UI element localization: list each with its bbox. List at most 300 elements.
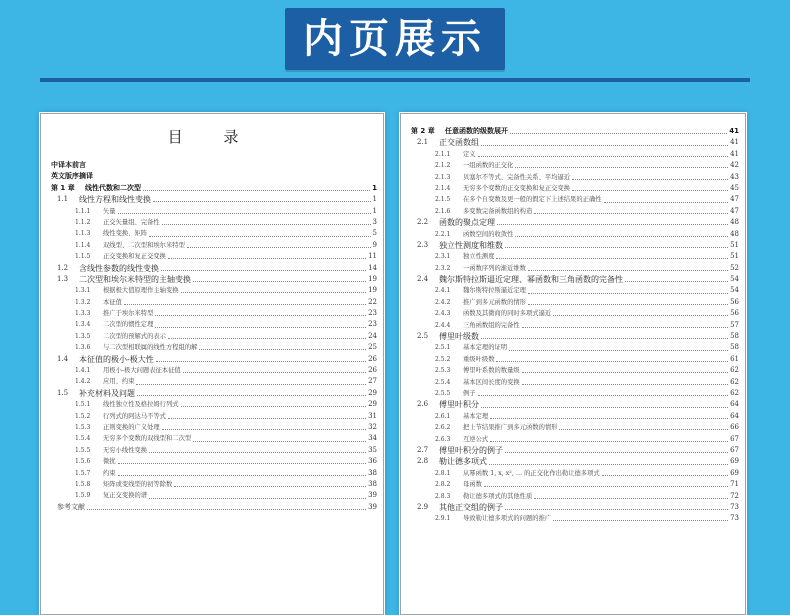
toc-entry [411,456,739,467]
toc-entry [51,365,377,376]
toc-entry-page: 41 [730,149,739,158]
toc-entry-number: 2.6.3 [435,435,451,443]
toc-leader-dots [534,492,728,499]
toc-entry-number: 1.5.1 [75,401,91,409]
toc-leader-dots [553,514,728,521]
toc-entry-number: 1.5.4 [75,435,91,443]
toc-entry [411,160,739,171]
toc-entry-page: 45 [730,183,739,192]
banner-underline [40,78,750,82]
toc-entry [51,354,377,365]
toc-leader-dots [509,344,728,351]
toc-entry [411,388,739,399]
toc-entry-number: 2.3.2 [435,264,451,272]
toc-entry-page: 62 [730,377,739,386]
toc-leader-dots [505,241,728,248]
toc-entry-page: 5 [372,229,377,238]
toc-entry-page: 47 [730,195,739,204]
toc-entry-page: 1 [372,183,377,192]
toc-leader-dots [181,286,367,293]
toc-entry [411,399,739,410]
toc-leader-dots [528,287,728,294]
toc-entry-page: 32 [368,422,377,431]
toc-entry-number: 1.1.5 [75,253,91,261]
toc-entry-number: 2.1.1 [435,150,451,158]
toc-entry-number: 2.4.3 [435,310,451,318]
toc-leader-dots [155,321,366,328]
toc-entry [411,149,739,160]
banner [0,0,790,95]
toc-entry-page: 54 [730,286,739,295]
toc-entry-title: 线性变换、矩阵 [103,230,148,238]
toc-entry-title: 一函数序列的渐近维数 [463,264,526,272]
toc-entry-title: 函数及其微商的同时多项式逼近 [463,310,552,318]
toc-entry [51,388,377,399]
toc-entry-title: 无穷多个变数的双线型和二次型 [103,435,192,443]
toc-entry [51,376,377,387]
toc-leader-dots [559,423,728,430]
toc-leader-dots [149,492,366,499]
toc-leader-dots [193,275,366,282]
toc-entry-page: 69 [730,457,739,466]
toc-entry-title: 二次型的预解式的表示 [103,332,166,340]
toc-entry [51,445,377,456]
toc-entry [51,160,377,171]
toc-leader-dots [193,435,366,442]
toc-leader-dots [168,332,366,339]
toc-entry [51,285,377,296]
toc-entry-number: 2.1.6 [435,207,451,215]
toc-entry-page: 1 [372,206,377,215]
toc-leader-dots [572,184,728,191]
toc-entry-page: 54 [730,275,739,284]
toc-leader-dots [156,355,366,362]
toc-entry-title: 在多个自变数及更一般的假定下上述结果的正确性 [463,196,602,204]
toc-entry-title: 行列式的阿达马不等式 [103,412,166,420]
toc-entry-page: 56 [730,309,739,318]
toc-entry-number: 1.5.9 [75,492,91,500]
toc-entry-title: 无穷小线性变换 [103,446,148,454]
toc-entry-page: 43 [730,172,739,181]
toc-entry [51,433,377,444]
toc-entry-number: 2.5.4 [435,378,451,386]
toc-entry-number: 2.6.1 [435,412,451,420]
toc-entry-number: 1.5.6 [75,458,91,466]
toc-entry [51,206,377,217]
toc-entry-number: 1.1.2 [75,218,91,226]
toc-entry [411,172,739,183]
toc-entry-title: 微扰 [103,458,116,466]
toc-entry-title: 矢量 [103,207,116,215]
toc-entry [51,183,377,194]
toc-entry [411,229,739,240]
toc-entry-title: 英文版序摘译 [51,172,93,181]
toc-entry [51,263,377,274]
toc-entry-page: 14 [368,263,377,272]
toc-entry-number: 1.5.7 [75,469,91,477]
toc-entry-number: 2.5.1 [435,344,451,352]
toc-entry [411,308,739,319]
toc-entry-number: 1.3.3 [75,310,91,318]
toc-entry [411,513,739,524]
toc-entry-title: 勒让德多项式的其他性质 [463,492,533,500]
toc-entry-page: 19 [368,286,377,295]
toc-entry-number: 1.1 [57,195,69,204]
toc-entry [411,240,739,251]
toc-entry-number: 2.2.1 [435,230,451,238]
toc-leader-dots [118,457,366,464]
toc-entry-page: 11 [368,252,377,261]
toc-entry [411,422,739,433]
toc-entry-number: 2.2 [417,218,429,227]
toc-entry-page: 58 [730,343,739,352]
toc-entry-page: 9 [372,240,377,249]
toc-entry [411,320,739,331]
toc-leader-dots [183,366,366,373]
toc-entry-page: 27 [368,377,377,386]
toc-entry-number: 2.3 [417,240,429,249]
toc-entry-page: 51 [730,240,739,249]
toc-leader-dots [161,264,366,271]
toc-entry-title: 二次型和埃尔米特型的主轴变换 [79,274,191,284]
toc-leader-dots [478,389,728,396]
toc-entry [411,194,739,205]
toc-entry-number: 1.1.3 [75,230,91,238]
toc-entry-page: 36 [368,457,377,466]
toc-entry-title: 一组函数的正交化 [463,162,514,170]
toc-entry [51,308,377,319]
toc-entry-number: 2.1.4 [435,184,451,192]
toc-entry [411,126,739,137]
toc-entry-page: 48 [730,229,739,238]
toc-entry [51,502,377,513]
toc-entry-number: 2.5.5 [435,389,451,397]
toc-leader-dots [136,378,366,385]
toc-leader-dots [124,298,366,305]
toc-entry-page: 73 [730,514,739,523]
toc-entry-title: 傅里叶积分的例子 [439,445,503,455]
toc-entry-title: 重级叶级数 [463,355,495,363]
toc-leader-dots [489,458,728,465]
toc-entry [411,377,739,388]
toc-entry-page: 26 [368,366,377,375]
toc-leader-dots [625,275,728,282]
toc-entry-title: 根据极大值原理作主轴变换 [103,287,179,295]
toc-entry-number: 1.3.4 [75,321,91,329]
toc-entry [51,240,377,251]
toc-leader-dots [497,218,728,225]
toc-entry [51,274,377,285]
toc-entry-page: 38 [368,479,377,488]
toc-entry-page: 41 [730,138,739,147]
toc-entry-page: 39 [368,491,377,500]
toc-entry-title: 三角函数组的完备性 [463,321,520,329]
toc-list-left [51,160,377,513]
toc-entry-number: 2.3.1 [435,253,451,261]
toc-entry-title: 魏尔斯特拉斯逼近定理 [463,287,526,295]
toc-entry-title: 含线性参数的线性变换 [79,263,159,273]
toc-entry-page: 71 [730,480,739,489]
toc-entry-title: 傅里叶积分 [439,400,479,410]
toc-entry-number: 2.4.2 [435,298,451,306]
toc-leader-dots [168,252,366,259]
toc-entry-page: 62 [730,366,739,375]
toc-entry-number: 1.3.1 [75,287,91,295]
toc-entry-page: 42 [730,161,739,170]
toc-page-right [400,113,746,615]
toc-entry-number: 2.4.1 [435,287,451,295]
toc-entry [51,297,377,308]
toc-entry-number: 第 2 章 [411,127,435,135]
toc-entry [51,171,377,182]
toc-entry-title: 参考文献 [57,502,85,511]
toc-entry-title: 中译本前言 [51,161,86,169]
toc-leader-dots [153,195,371,202]
toc-entry-number: 1.4.1 [75,367,91,375]
toc-entry-title: 基本定理的证明 [463,344,508,352]
toc-entry-title: 约束 [103,469,116,477]
toc-entry-page: 39 [368,502,377,511]
toc-entry-page: 73 [730,502,739,511]
toc-entry-title: 贝塞尔不等式、完备性关系、平均逼近 [463,173,571,181]
toc-entry [51,251,377,262]
toc-entry-title: 独立性测度和维数 [439,240,503,250]
toc-entry-title: 线性代数和二次型 [85,183,141,192]
toc-entry-number: 1.5.8 [75,480,91,488]
toc-entry-number: 2.8 [417,457,429,466]
toc-entry-page: 64 [730,411,739,420]
toc-entry-title: 应用、约束 [103,378,135,386]
toc-entry-number: 2.8.2 [435,481,451,489]
toc-entry-number: 1.2 [57,263,69,272]
toc-entry-number: 2.1.5 [435,196,451,204]
toc-entry-page: 38 [368,468,377,477]
toc-entry-number: 2.1 [417,138,429,147]
toc-entry-title: 与二次型相联属的线性方程组的解 [103,344,198,352]
toc-entry-title: 补充材料及问题 [79,388,135,398]
toc-entry-page: 24 [368,331,377,340]
toc-entry-number: 2.6 [417,400,429,409]
toc-entry-page: 35 [368,445,377,454]
toc-entry-title: 本征值 [103,298,122,306]
toc-leader-dots [162,218,371,225]
toc-entry [411,502,739,513]
toc-leader-dots [496,252,728,259]
toc-entry [411,331,739,342]
toc-leader-dots [522,378,728,385]
toc-entry-title: 函数的聚点定理 [439,218,495,228]
toc-entry-number: 2.9.1 [435,515,451,523]
toc-entry [51,342,377,353]
toc-entry-page: 58 [730,332,739,341]
toc-leader-dots [137,389,366,396]
toc-entry [411,183,739,194]
toc-entry-page: 64 [730,400,739,409]
toc-entry [51,490,377,501]
toc-leader-dots [528,264,728,271]
toc-entry-title: 基本定理 [463,412,489,420]
toc-entry [51,468,377,479]
toc-entry-number: 1.3 [57,274,69,283]
toc-entry-page: 29 [368,388,377,397]
toc-entry [51,319,377,330]
toc-entry [51,411,377,422]
toc-entry [51,422,377,433]
toc-leader-dots [199,343,366,350]
toc-entry-page: 19 [368,274,377,283]
toc-leader-dots [143,184,370,191]
toc-leader-dots [496,355,728,362]
toc-entry-title: 魏尔斯特拉斯逼近定理、幂函数和三角函数的完备性 [439,275,623,285]
toc-leader-dots [515,230,728,237]
toc-leader-dots [149,230,370,237]
toc-entry-number: 1.4.2 [75,378,91,386]
toc-entry-number: 2.1.2 [435,162,451,170]
toc-leader-dots [572,173,728,180]
toc-entry [51,479,377,490]
toc-entry [411,274,739,285]
banner-title: 内页展示 [303,16,487,62]
toc-leader-dots [155,309,366,316]
toc-entry-number: 1.5.5 [75,446,91,454]
toc-entry-number: 1.5.3 [75,423,91,431]
toc-entry-title: 其他正交组的例子 [439,502,503,512]
toc-entry-number: 1.3.5 [75,332,91,340]
toc-entry-title: 正交矢量组、完备性 [103,218,160,226]
toc-entry-page: 61 [730,354,739,363]
toc-entry [51,331,377,342]
toc-entry-title: 正则变换的广义处理 [103,423,160,431]
toc-entry-title: 本征值的极小-极大性 [79,354,154,364]
toc-entry-number: 2.6.2 [435,424,451,432]
toc-entry-page: 26 [368,354,377,363]
toc-entry [411,263,739,274]
toc-entry-page: 25 [368,343,377,352]
toc-entry [411,217,739,228]
toc-entry-number: 1.1.4 [75,241,91,249]
toc-entry-number: 1.3.6 [75,344,91,352]
toc-entry-title: 复正交变换的谱 [103,492,148,500]
toc-entry-title: 矩阵或变线型的初等除数 [103,480,173,488]
toc-entry-number: 1.5.2 [75,412,91,420]
banner-title-band [285,8,505,70]
toc-entry-title: 线性方程和线性变换 [79,195,151,205]
toc-leader-dots [522,321,728,328]
toc-leader-dots [505,503,728,510]
toc-entry-number: 2.1.3 [435,173,451,181]
toc-entry-number: 1.3.2 [75,298,91,306]
toc-leader-dots [490,435,728,442]
toc-entry-title: 推广到多元函数的情形 [463,298,526,306]
toc-leader-dots [187,241,371,248]
toc-leader-dots [174,480,366,487]
toc-entry [411,365,739,376]
toc-entry-title: 例子 [463,389,476,397]
toc-entry-title: 推广于埃尔米特型 [103,310,154,318]
toc-leader-dots [162,423,366,430]
toc-entry [411,137,739,148]
toc-entry-number: 2.5.2 [435,355,451,363]
toc-entry-page: 47 [730,206,739,215]
toc-entry-number: 2.5 [417,332,429,341]
toc-entry-number: 1.4 [57,354,69,363]
toc-leader-dots [484,480,728,487]
toc-leader-dots [481,332,728,339]
toc-entry-title: 傅里叶级数 [439,332,479,342]
toc-list-right [411,126,739,525]
toc-entry-number: 1.1.1 [75,207,91,215]
toc-entry-page: 31 [368,411,377,420]
toc-entry-title: 正交变换和复正交变换 [103,253,166,261]
toc-leader-dots [602,469,728,476]
toc-entry [411,297,739,308]
toc-entry-page: 56 [730,297,739,306]
toc-entry-page: 57 [730,320,739,329]
toc-entry-title: 基本区间长度的变换 [463,378,520,386]
toc-entry-title: 双线型、二次型和埃尔米特型 [103,241,185,249]
toc-entry-page: 22 [368,297,377,306]
toc-entry-title: 互逆公式 [463,435,489,443]
toc-entry [51,456,377,467]
toc-entry [411,445,739,456]
toc-entry-title: 从幂函数 1, x, x², … 的正交化作出勒让德多项式 [463,469,600,477]
toc-entry-page: 62 [730,388,739,397]
toc-entry-page: 23 [368,320,377,329]
toc-entry-number: 2.4.4 [435,321,451,329]
toc-entry-title: 母函数 [463,481,482,489]
toc-leader-dots [118,207,371,214]
toc-leader-dots [481,139,728,146]
toc-entry-title: 函数空间的收敛性 [463,230,514,238]
toc-entry [411,251,739,262]
toc-entry-page: 72 [730,491,739,500]
toc-leader-dots [181,400,367,407]
toc-leader-dots [510,127,727,134]
toc-entry-page: 1 [372,195,377,204]
toc-leader-dots [118,469,366,476]
toc-leader-dots [604,196,729,203]
toc-entry-number: 1.5 [57,388,69,397]
toc-entry-title: 用极小-极大问题表征本征值 [103,367,181,375]
toc-entry-number: 2.7 [417,445,429,454]
toc-entry-title: 勒让德多项式 [439,457,487,467]
toc-entry-title: 无穷多个变数的正交变换和复正交变换 [463,184,571,192]
toc-leader-dots [149,446,366,453]
toc-entry-page: 52 [730,263,739,272]
toc-entry [411,491,739,502]
toc-entry [411,206,739,217]
toc-entry [51,228,377,239]
toc-entry [411,354,739,365]
toc-entry [411,411,739,422]
toc-leader-dots [553,309,728,316]
toc-entry-title: 正交函数组 [439,138,479,148]
toc-leader-dots [515,161,728,168]
toc-entry-title: 傅里叶系数的数量级 [463,367,520,375]
toc-entry-title: 任意函数的级数展开 [445,127,508,135]
toc-entry [411,342,739,353]
toc-leader-dots [534,207,728,214]
toc-entry-title: 线性独立性及格拉姆行列式 [103,401,179,409]
toc-entry-number: 2.8.1 [435,469,451,477]
toc-entry [411,479,739,490]
toc-entry [51,399,377,410]
toc-entry-page: 48 [730,218,739,227]
toc-entry-page: 69 [730,468,739,477]
toc-entry [51,194,377,205]
toc-entry-title: 导致勒让德多项式的问题的推广 [463,515,552,523]
toc-leader-dots [505,446,728,453]
